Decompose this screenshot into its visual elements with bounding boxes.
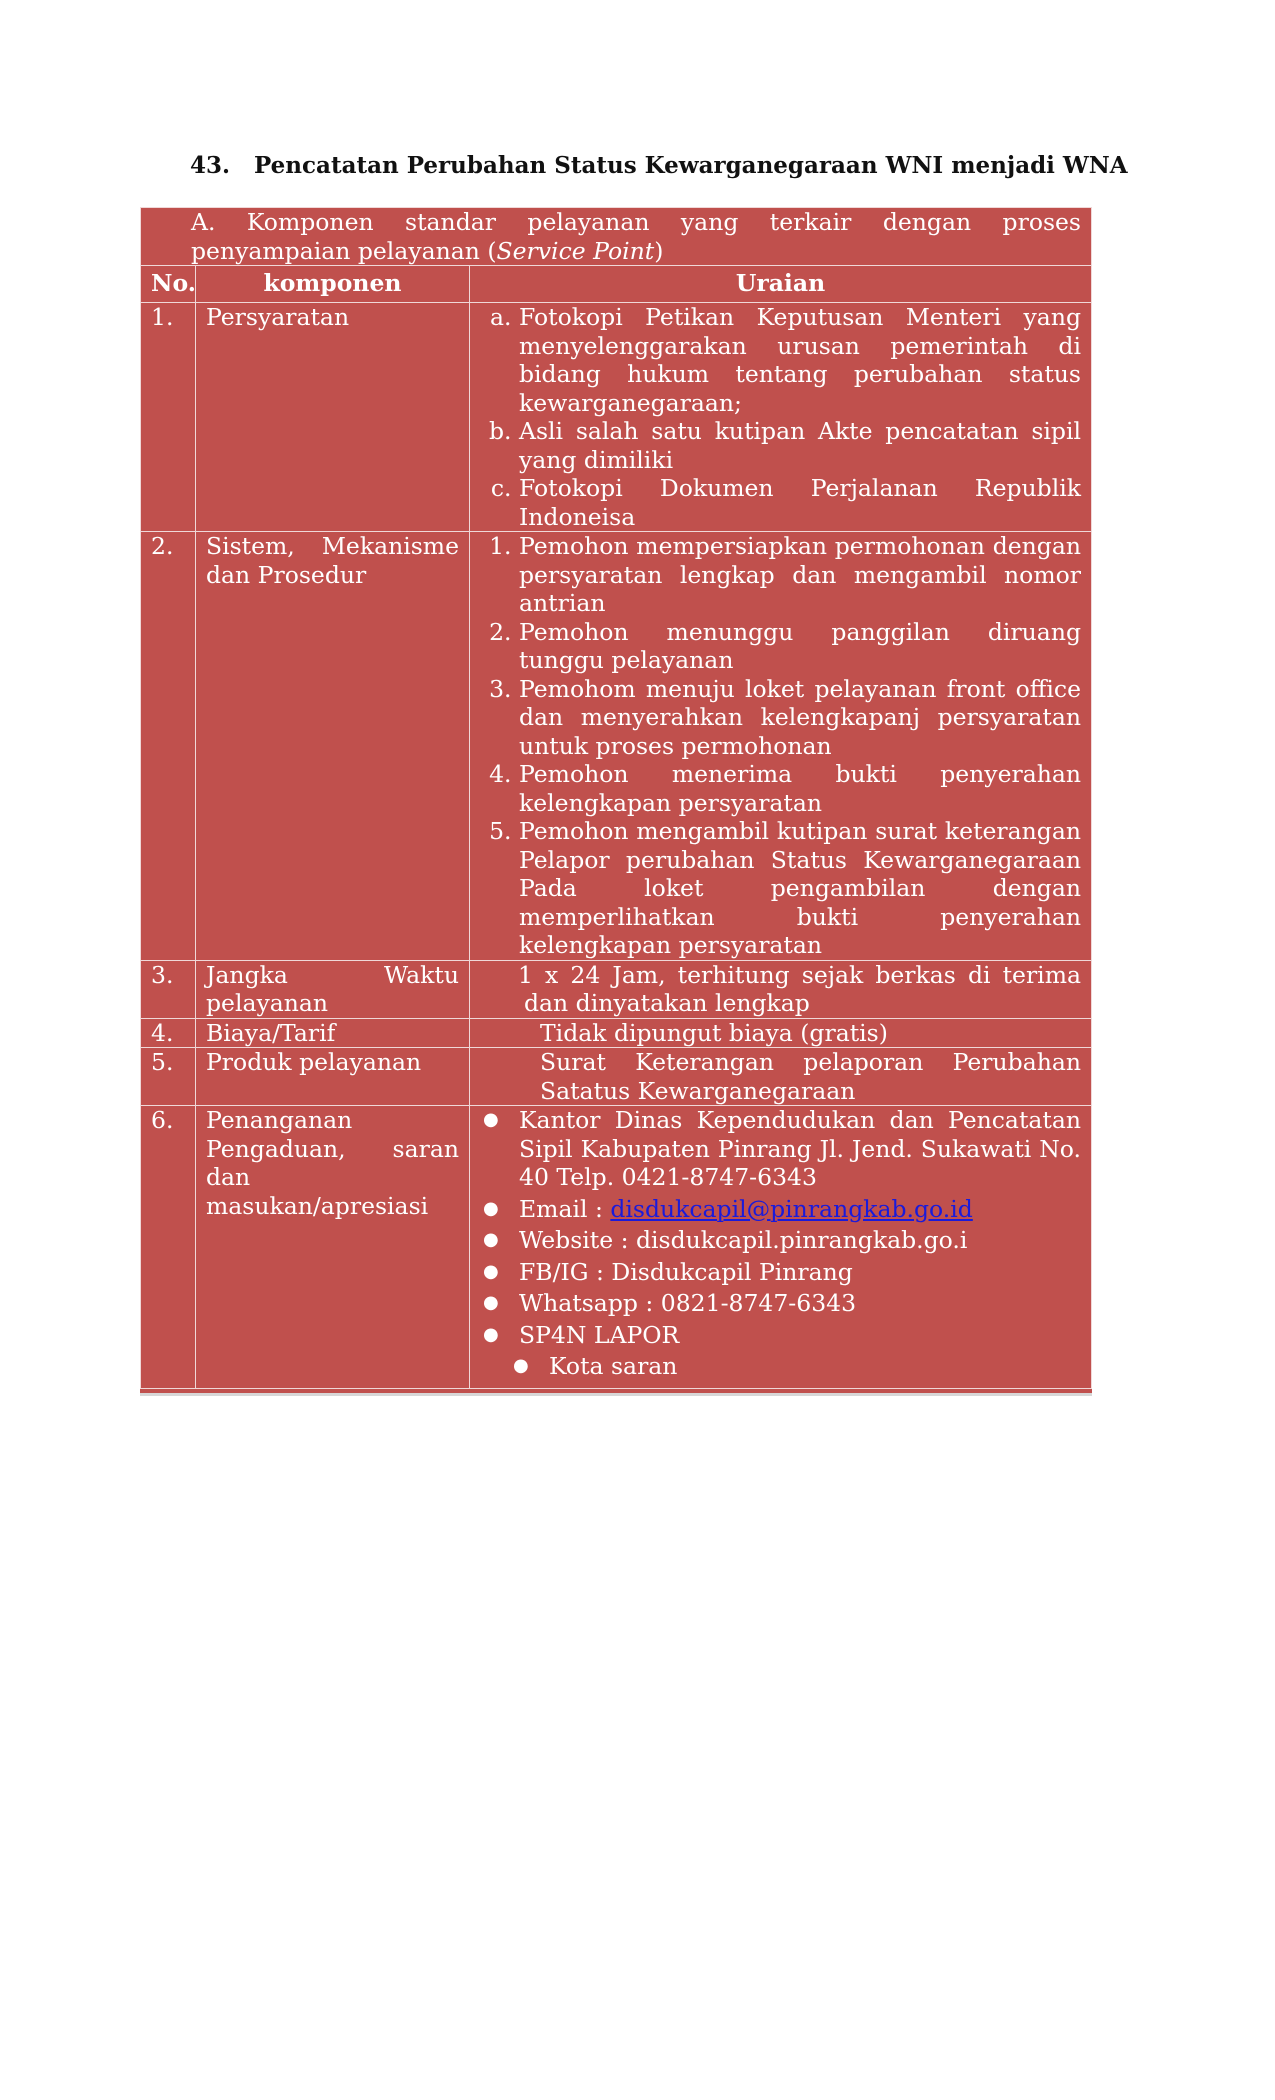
list-item: 3. Pemohom menuju loket pelayanan front office dan menyerahkan kelengkapanj persyaratan untuk proses permohonan: [519, 675, 1081, 761]
bullet-icon: ●: [483, 1292, 499, 1313]
list-item: ● Kantor Dinas Kependudukan dan Pencatatan Sipil Kabupaten Pinrang Jl. Jend. Sukawati No. 40 Telp. 0421-8747-6343: [483, 1106, 1081, 1191]
list-item: b. Asli salah satu kutipan Akte pencatatan sipil yang dimiliki: [519, 417, 1081, 474]
row-komponen: Jangka Waktu pelayanan: [196, 960, 470, 1018]
section-title: A. Komponen standar pelayanan yang terkair dengan proses penyampaian pelayanan (Service Point): [141, 208, 1092, 266]
table-row: [141, 960, 1092, 1018]
row-number: 3.: [141, 960, 196, 1018]
bullet-icon: ●: [483, 1323, 499, 1345]
row-uraian: Surat Keterangan pelaporan Perubahan Satatus Kewarganegaraan: [470, 1048, 1092, 1106]
list-item: ● SP4N LAPOR: [483, 1320, 680, 1349]
row-uraian: [470, 303, 1092, 532]
procedure-list: [480, 532, 1081, 960]
list-item: ● Website : disdukcapil.pinrangkab.go.i: [483, 1226, 968, 1254]
list-item: ● Kota saran: [513, 1352, 678, 1380]
header-no: No.: [141, 266, 196, 303]
bullet-icon: ●: [483, 1197, 499, 1219]
list-item: 4. Pemohon menerima bukti penyerahan kelengkapan persyaratan: [519, 760, 1081, 817]
header-komponen: komponen: [196, 266, 470, 303]
heading-title: Pencatatan Perubahan Status Kewarganegaraan WNI menjadi WNA: [254, 152, 1128, 179]
requirement-list: [480, 303, 1081, 531]
bullet-icon: ●: [483, 1229, 499, 1250]
email-link[interactable]: disdukcapil@pinrangkab.go.id: [610, 1194, 973, 1223]
complaint-channel-list: [480, 1106, 1081, 1381]
row-uraian: 1 x 24 Jam, terhitung sejak berkas di terima dan dinyatakan lengkap: [470, 960, 1092, 1018]
row-uraian: Tidak dipungut biaya (gratis): [470, 1018, 1092, 1048]
row-uraian: [470, 532, 1092, 961]
row-number: 6.: [141, 1106, 196, 1389]
header-uraian: Uraian: [470, 266, 1092, 303]
row-number: 5.: [141, 1048, 196, 1106]
row-number: 1.: [141, 303, 196, 532]
bullet-icon: ●: [483, 1109, 499, 1130]
table-row: [141, 1106, 1092, 1389]
list-item: ● Whatsapp : 0821-8747-6343: [483, 1289, 857, 1317]
bullet-icon: ●: [483, 1260, 499, 1282]
list-item: ● FB/IG : Disdukcapil Pinrang: [483, 1257, 853, 1286]
table-row: [141, 1018, 1092, 1048]
list-item: c. Fotokopi Dokumen Perjalanan Republik Indoneisa: [519, 474, 1081, 531]
list-item: ● Email : disdukcapil@pinrangkab.go.id: [483, 1194, 973, 1223]
row-komponen: Persyaratan: [196, 303, 470, 532]
list-item: 5. Pemohon mengambil kutipan surat keterangan Pelapor perubahan Status Kewarganegaraan Pada loket pengambilan dengan memperlihatkan bukti penyerahan kelengkapan persyaratan: [519, 817, 1081, 960]
heading-number: 43.: [190, 152, 231, 179]
table-row: [141, 1048, 1092, 1106]
bullet-icon: ●: [513, 1355, 529, 1376]
row-number: 4.: [141, 1018, 196, 1048]
list-item: 1. Pemohon mempersiapkan permohonan dengan persyaratan lengkap dan mengambil nomor antrian: [519, 532, 1081, 618]
table-row: [141, 532, 1092, 961]
row-komponen: Produk pelayanan: [196, 1048, 470, 1106]
row-komponen: Penanganan Pengaduan, saran dan masukan/apresiasi: [196, 1106, 470, 1389]
section-title-row: [141, 208, 1092, 266]
row-number: 2.: [141, 532, 196, 961]
row-komponen: Biaya/Tarif: [196, 1018, 470, 1048]
list-item: a. Fotokopi Petikan Keputusan Menteri yang menyelenggarakan urusan pemerintah di bidang hukum tentang perubahan status kewarganegaraan;: [519, 303, 1081, 417]
service-standard-table-container: [140, 207, 1092, 1393]
service-standard-table: [140, 207, 1092, 1389]
page-heading: [190, 152, 1150, 179]
list-item: 2. Pemohon menunggu panggilan diruang tunggu pelayanan: [519, 618, 1081, 675]
row-uraian: [470, 1106, 1092, 1389]
table-row: [141, 303, 1092, 532]
row-komponen: Sistem, Mekanisme dan Prosedur: [196, 532, 470, 961]
header-row: [141, 266, 1092, 303]
